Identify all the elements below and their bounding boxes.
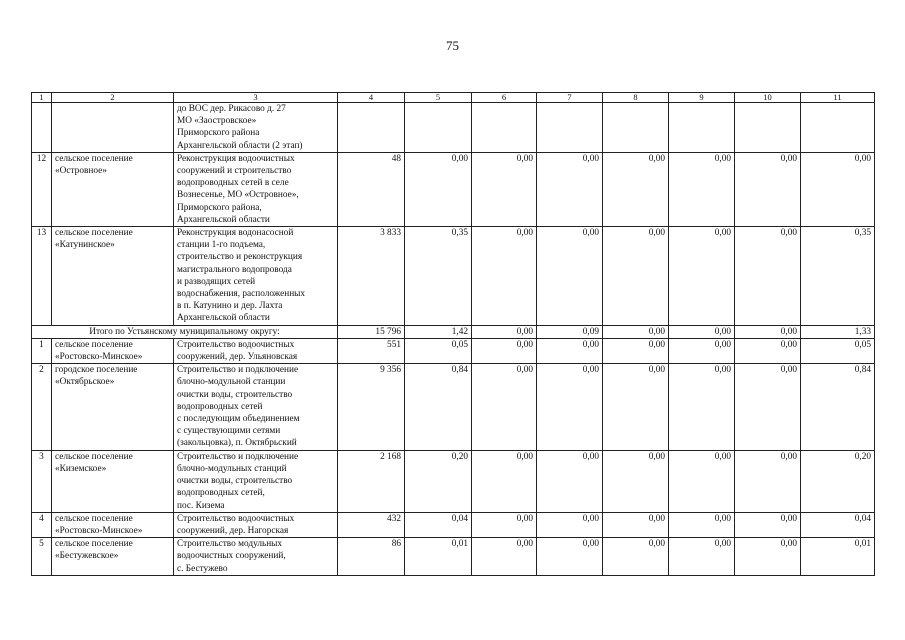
table-row <box>32 227 875 326</box>
value-cell: 0,00 <box>735 227 801 326</box>
row-number <box>32 103 52 153</box>
value-cell: 0,00 <box>669 325 735 338</box>
table-row <box>32 538 875 576</box>
column-header: 5 <box>405 93 472 103</box>
settlement-name: сельское поселение «Ростовско-Минское» <box>52 512 174 537</box>
value-cell: 0,00 <box>472 227 537 326</box>
value-cell: 0,00 <box>735 450 801 512</box>
value-cell: 0,00 <box>603 325 669 338</box>
table-row <box>32 364 875 450</box>
table-body <box>32 103 875 576</box>
row-number: 1 <box>32 338 52 363</box>
value-cell <box>735 103 801 153</box>
project-description: Реконструкция водонасосной станции 1-го подъема, строительство и реконструкция магистрального водопровода и разводящих сетей водоснабжения, расположенных в п. Катунино и дер. Лахта Архангельской области <box>174 227 338 326</box>
project-description: до ВОС дер. Рикасово д. 27 МО «Заостровское» Приморского района Архангельской области (2 этап) <box>174 103 338 153</box>
value-cell: 0,84 <box>405 364 472 450</box>
value-cell: 0,00 <box>669 227 735 326</box>
row-number: 4 <box>32 512 52 537</box>
value-cell: 0,04 <box>801 512 875 537</box>
value-cell <box>669 103 735 153</box>
value-cell: 0,00 <box>472 152 537 226</box>
value-cell: 0,00 <box>735 325 801 338</box>
value-cell <box>801 103 875 153</box>
value-cell: 0,00 <box>603 364 669 450</box>
value-cell: 0,00 <box>603 152 669 226</box>
value-cell: 0,00 <box>603 450 669 512</box>
column-header: 3 <box>174 93 338 103</box>
settlement-name <box>52 103 174 153</box>
value-cell: 0,00 <box>472 364 537 450</box>
column-header: 2 <box>52 93 174 103</box>
value-cell: 0,00 <box>603 227 669 326</box>
value-cell: 551 <box>338 338 405 363</box>
project-description: Строительство и подключение блочно-модульных станций очистки воды, строительство водопроводных сетей, пос. Кизема <box>174 450 338 512</box>
project-description: Строительство водоочистных сооружений, дер. Нагорская <box>174 512 338 537</box>
row-number: 5 <box>32 538 52 576</box>
settlement-name: сельское поселение «Ростовско-Минское» <box>52 338 174 363</box>
value-cell: 1,33 <box>801 325 875 338</box>
investment-table <box>31 92 875 576</box>
value-cell: 0,00 <box>472 325 537 338</box>
value-cell: 0,05 <box>801 338 875 363</box>
column-header: 11 <box>801 93 875 103</box>
table-row <box>32 338 875 363</box>
value-cell: 0,00 <box>405 152 472 226</box>
table-row <box>32 450 875 512</box>
column-header: 9 <box>669 93 735 103</box>
value-cell: 0,00 <box>537 227 603 326</box>
value-cell: 0,00 <box>735 338 801 363</box>
page-number: 75 <box>446 38 459 53</box>
value-cell: 0,04 <box>405 512 472 537</box>
value-cell: 0,05 <box>405 338 472 363</box>
table-row <box>32 152 875 226</box>
value-cell: 0,00 <box>537 152 603 226</box>
value-cell: 15 796 <box>338 325 405 338</box>
value-cell: 0,00 <box>735 512 801 537</box>
value-cell: 0,00 <box>669 538 735 576</box>
project-description: Строительство водоочистных сооружений, дер. Ульяновская <box>174 338 338 363</box>
value-cell: 0,00 <box>603 538 669 576</box>
total-label: Итого по Устьянскому муниципальному округу: <box>32 325 338 338</box>
header-row <box>32 93 875 103</box>
value-cell: 0,00 <box>603 338 669 363</box>
value-cell: 0,20 <box>405 450 472 512</box>
value-cell: 0,00 <box>669 364 735 450</box>
value-cell: 0,00 <box>472 538 537 576</box>
value-cell <box>537 103 603 153</box>
column-header: 1 <box>32 93 52 103</box>
value-cell <box>338 103 405 153</box>
value-cell: 0,00 <box>537 364 603 450</box>
row-number: 2 <box>32 364 52 450</box>
total-row <box>32 325 875 338</box>
value-cell: 0,00 <box>801 152 875 226</box>
value-cell: 0,00 <box>537 450 603 512</box>
value-cell: 0,84 <box>801 364 875 450</box>
value-cell: 2 168 <box>338 450 405 512</box>
row-number: 12 <box>32 152 52 226</box>
value-cell: 9 356 <box>338 364 405 450</box>
value-cell: 0,00 <box>537 338 603 363</box>
value-cell: 0,00 <box>472 338 537 363</box>
value-cell: 0,35 <box>405 227 472 326</box>
value-cell: 0,00 <box>735 364 801 450</box>
column-header: 8 <box>603 93 669 103</box>
value-cell: 0,35 <box>801 227 875 326</box>
value-cell: 0,20 <box>801 450 875 512</box>
column-header: 10 <box>735 93 801 103</box>
column-header: 7 <box>537 93 603 103</box>
value-cell: 0,00 <box>472 450 537 512</box>
project-description: Строительство и подключение блочно-модульной станции очистки воды, строительство водопроводных сетей с последующим объединением с существующими сетями (закольцовка), п. Октябрьский <box>174 364 338 450</box>
table-row <box>32 512 875 537</box>
value-cell: 1,42 <box>405 325 472 338</box>
value-cell: 0,00 <box>669 338 735 363</box>
value-cell: 0,09 <box>537 325 603 338</box>
value-cell: 0,00 <box>735 152 801 226</box>
column-header: 4 <box>338 93 405 103</box>
settlement-name: сельское поселение «Киземское» <box>52 450 174 512</box>
value-cell: 0,00 <box>735 538 801 576</box>
settlement-name: городское поселение «Октябрьское» <box>52 364 174 450</box>
settlement-name: сельское поселение «Катунинское» <box>52 227 174 326</box>
value-cell: 3 833 <box>338 227 405 326</box>
value-cell: 0,00 <box>537 512 603 537</box>
table-row <box>32 103 875 153</box>
column-header: 6 <box>472 93 537 103</box>
row-number: 13 <box>32 227 52 326</box>
value-cell: 86 <box>338 538 405 576</box>
value-cell <box>472 103 537 153</box>
value-cell: 0,00 <box>669 512 735 537</box>
settlement-name: сельское поселение «Бестужевское» <box>52 538 174 576</box>
value-cell: 0,01 <box>405 538 472 576</box>
value-cell <box>405 103 472 153</box>
value-cell: 0,00 <box>603 512 669 537</box>
value-cell: 0,00 <box>669 152 735 226</box>
value-cell: 432 <box>338 512 405 537</box>
value-cell: 0,01 <box>801 538 875 576</box>
value-cell: 0,00 <box>537 538 603 576</box>
value-cell: 0,00 <box>472 512 537 537</box>
project-description: Реконструкция водоочистных сооружений и строительство водопроводных сетей в селе Вознесенье, МО «Островное», Приморского района, Архангельской области <box>174 152 338 226</box>
value-cell: 0,00 <box>669 450 735 512</box>
value-cell <box>603 103 669 153</box>
value-cell: 48 <box>338 152 405 226</box>
settlement-name: сельское поселение «Островное» <box>52 152 174 226</box>
row-number: 3 <box>32 450 52 512</box>
project-description: Строительство модульных водоочистных сооружений, с. Бестужево <box>174 538 338 576</box>
